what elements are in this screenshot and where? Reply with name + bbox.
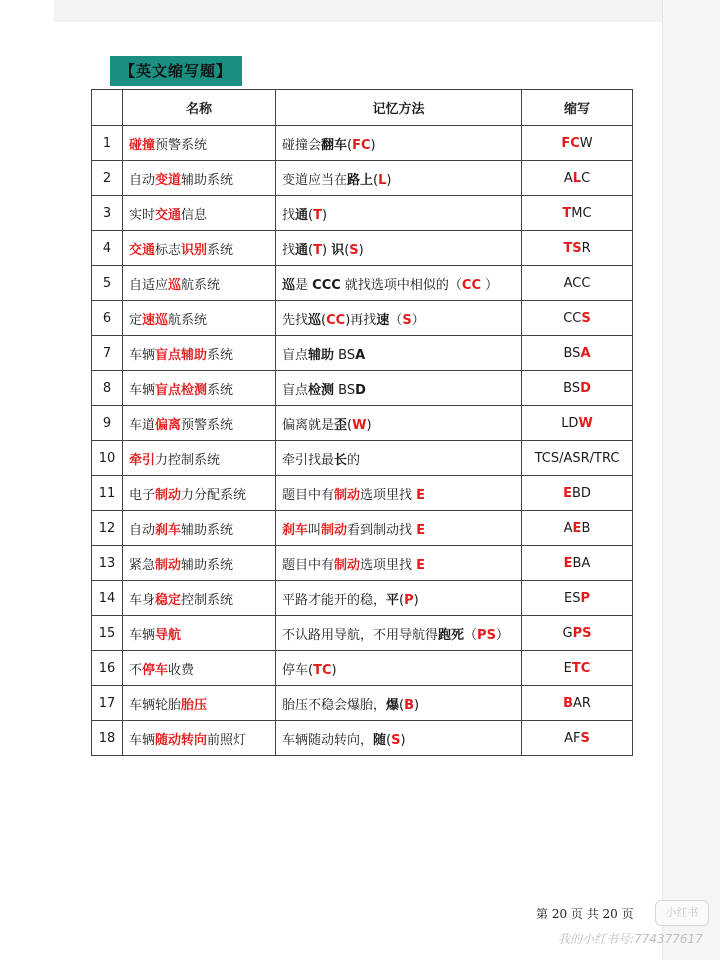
plain-text: LD — [561, 415, 579, 431]
table-row — [92, 126, 633, 161]
plain-text: E — [563, 660, 572, 676]
plain-text: ） — [411, 312, 425, 328]
system-name-cell — [123, 371, 276, 406]
plain-text: ) — [321, 242, 332, 258]
highlight-text: S — [402, 312, 412, 328]
bold-text: A — [355, 347, 366, 363]
plain-text: B — [581, 520, 591, 536]
plain-text: ) — [366, 417, 372, 433]
plain-text: ) — [370, 137, 376, 153]
system-name-cell — [123, 686, 276, 721]
plain-text: 车辆 — [129, 382, 156, 398]
table-row — [92, 546, 633, 581]
highlight-text: 盲点检测 — [155, 382, 208, 398]
row-number: 12 — [92, 511, 123, 546]
system-name-cell — [123, 441, 276, 476]
row-number: 7 — [92, 336, 123, 371]
plain-text: 信息 — [181, 207, 208, 223]
bold-text: 识 — [331, 242, 345, 258]
bold-text: 翻车 — [321, 137, 348, 153]
highlight-text: 识别 — [181, 242, 208, 258]
system-name-cell — [123, 476, 276, 511]
plain-text: ( — [347, 417, 353, 433]
row-number: 17 — [92, 686, 123, 721]
row-number: 9 — [92, 406, 123, 441]
plain-text: C — [581, 170, 591, 186]
highlight-text: TC — [571, 660, 591, 676]
plain-text: BS — [334, 382, 356, 398]
row-number: 14 — [92, 581, 123, 616]
plain-text: ( — [373, 172, 379, 188]
highlight-text: 巡 — [168, 277, 182, 293]
plain-text: AR — [572, 695, 591, 711]
memory-method-cell — [276, 406, 522, 441]
abbreviation-cell — [522, 721, 633, 756]
top-paper-strip — [54, 0, 666, 22]
plain-text: G — [562, 625, 573, 641]
highlight-text: S — [581, 310, 591, 326]
highlight-text: T — [562, 205, 572, 221]
plain-text: 牵引找最 — [282, 452, 335, 468]
plain-text: ES — [564, 590, 581, 606]
abbreviation-cell — [522, 651, 633, 686]
plain-text: 辅助系统 — [181, 172, 234, 188]
plain-text: 偏离就是 — [282, 417, 335, 433]
highlight-text: E — [563, 555, 573, 571]
memory-method-cell — [276, 161, 522, 196]
plain-text: 预警系统 — [181, 417, 234, 433]
row-number: 11 — [92, 476, 123, 511]
highlight-text: 盲点辅助 — [155, 347, 208, 363]
plain-text: 前照灯 — [207, 732, 247, 748]
highlight-text: 随动转向 — [155, 732, 208, 748]
plain-text: ) — [321, 207, 328, 223]
plain-text: 的 — [347, 452, 361, 468]
highlight-text: A — [580, 345, 591, 361]
highlight-text: S — [391, 732, 401, 748]
table-row — [92, 371, 633, 406]
abbreviation-cell — [522, 686, 633, 721]
highlight-text: 制动 — [334, 487, 361, 503]
bold-text: 爆 — [386, 697, 400, 713]
plain-text: 控制系统 — [181, 592, 234, 608]
plain-text: ( — [344, 242, 350, 258]
system-name-cell — [123, 651, 276, 686]
plain-text: 电子 — [129, 487, 156, 503]
plain-text: R — [581, 240, 591, 256]
highlight-text: CC — [326, 312, 346, 328]
bold-text: 巡 — [308, 312, 322, 328]
bold-text: 平 — [386, 592, 400, 608]
memory-method-cell — [276, 336, 522, 371]
table-row — [92, 651, 633, 686]
plain-text: ( — [399, 697, 405, 713]
highlight-text: 变道 — [155, 172, 182, 188]
highlight-text: E — [416, 487, 426, 503]
abbreviation-cell — [522, 371, 633, 406]
abbreviation-cell — [522, 336, 633, 371]
plain-text: 停车( — [282, 662, 314, 678]
memory-method-cell — [276, 686, 522, 721]
abbreviation-cell — [522, 581, 633, 616]
highlight-text: P — [404, 592, 414, 608]
row-number: 8 — [92, 371, 123, 406]
plain-text: ( — [321, 312, 327, 328]
bold-text: 路上 — [347, 172, 374, 188]
plain-text: 车身 — [129, 592, 156, 608]
memory-method-cell — [276, 546, 522, 581]
highlight-text: 导航 — [155, 627, 182, 643]
system-name-cell — [123, 266, 276, 301]
highlight-text: T — [313, 242, 322, 258]
bold-text: 巡 — [282, 277, 296, 293]
plain-text: 不 — [129, 662, 143, 678]
highlight-text: E — [572, 520, 582, 536]
bold-text: 跑死 — [438, 627, 465, 643]
plain-text: ) — [386, 172, 392, 188]
row-number: 16 — [92, 651, 123, 686]
highlight-text: T — [313, 207, 322, 223]
plain-text: 辅助系统 — [181, 557, 234, 573]
highlight-text: B — [404, 697, 415, 713]
table-row — [92, 406, 633, 441]
plain-text: 定 — [129, 312, 143, 328]
table-row — [92, 686, 633, 721]
plain-text: BD — [571, 485, 591, 501]
highlight-text: W — [352, 417, 367, 433]
highlight-text: PS — [477, 627, 496, 643]
highlight-text: W — [578, 415, 593, 431]
plain-text: 自适应 — [129, 277, 169, 293]
plain-text: 系统 — [207, 347, 234, 363]
bold-text: D — [355, 382, 366, 398]
highlight-text: 停车 — [142, 662, 169, 678]
plain-text: 选项里找 — [360, 487, 417, 503]
plain-text: 力分配系统 — [181, 487, 247, 503]
plain-text: W — [579, 135, 593, 151]
highlight-text: TC — [313, 662, 332, 678]
memory-method-cell — [276, 126, 522, 161]
plain-text: ) — [400, 732, 406, 748]
plain-text: BS — [334, 347, 356, 363]
abbreviation-cell — [522, 511, 633, 546]
plain-text: CC — [563, 310, 582, 326]
table-row — [92, 581, 633, 616]
bold-text: 速 — [376, 312, 390, 328]
plain-text: ) — [358, 242, 364, 258]
system-name-cell — [123, 336, 276, 371]
highlight-text: 交通 — [155, 207, 182, 223]
abbreviation-cell — [522, 231, 633, 266]
plain-text: ( — [386, 732, 392, 748]
plain-text: )再找 — [345, 312, 377, 328]
section-title: 【英文缩写题】 — [110, 56, 242, 86]
system-name-cell — [123, 581, 276, 616]
memory-method-cell — [276, 581, 522, 616]
plain-text: 航系统 — [168, 312, 208, 328]
plain-text: （ — [464, 627, 478, 643]
header-name: 名称 — [123, 90, 276, 126]
abbreviation-cell — [522, 476, 633, 511]
row-number: 1 — [92, 126, 123, 161]
plain-text: BA — [572, 555, 591, 571]
system-name-cell — [123, 546, 276, 581]
plain-text: 收费 — [168, 662, 195, 678]
table-row — [92, 441, 633, 476]
highlight-text: PS — [572, 625, 592, 641]
memory-method-cell — [276, 196, 522, 231]
header-memo: 记忆方法 — [276, 90, 522, 126]
header-index — [92, 90, 123, 126]
row-number: 2 — [92, 161, 123, 196]
plain-text: 叫 — [308, 522, 322, 538]
plain-text: AF — [564, 730, 581, 746]
bold-text: 通 — [295, 207, 309, 223]
abbreviation-cell — [522, 126, 633, 161]
abbreviation-cell — [522, 406, 633, 441]
plain-text: 题目中有 — [282, 557, 335, 573]
highlight-text: 制动 — [155, 557, 182, 573]
row-number: 18 — [92, 721, 123, 756]
highlight-text: 刹车 — [282, 522, 309, 538]
memory-method-cell — [276, 371, 522, 406]
page-number: 第 20 页 共 20 页 — [536, 907, 634, 921]
plain-text: 盲点 — [282, 347, 309, 363]
right-page-edge — [662, 0, 720, 960]
header-abbr: 缩写 — [522, 90, 633, 126]
row-number: 3 — [92, 196, 123, 231]
highlight-text: E — [563, 485, 572, 501]
highlight-text: E — [416, 557, 426, 573]
memory-method-cell — [276, 476, 522, 511]
highlight-text: CC — [461, 277, 482, 293]
plain-text: 车道 — [129, 417, 156, 433]
table-row — [92, 231, 633, 266]
plain-text: 车辆随动转向， — [282, 732, 374, 748]
plain-text: 平路才能开的稳， — [282, 592, 387, 608]
abbreviation-cell — [522, 301, 633, 336]
highlight-text: 制动 — [321, 522, 348, 538]
highlight-text: 速巡 — [142, 312, 169, 328]
highlight-text: S — [580, 730, 590, 746]
bold-text: 歪 — [334, 417, 348, 433]
plain-text: 车辆 — [129, 627, 156, 643]
row-number: 13 — [92, 546, 123, 581]
plain-text: TCS/ASR/TRC — [534, 450, 620, 466]
table-row — [92, 511, 633, 546]
memory-method-cell — [276, 266, 522, 301]
table-row — [92, 266, 633, 301]
memory-method-cell — [276, 441, 522, 476]
system-name-cell — [123, 126, 276, 161]
highlight-text: TS — [563, 240, 582, 256]
table-row — [92, 476, 633, 511]
plain-text: ) — [331, 662, 337, 678]
plain-text: 车辆 — [129, 347, 156, 363]
plain-text: 不认路用导航，不用导航得 — [282, 627, 439, 643]
plain-text: BS — [563, 380, 581, 396]
plain-text: ( — [347, 137, 353, 153]
plain-text: 自动 — [129, 172, 156, 188]
highlight-text: FC — [561, 135, 580, 151]
plain-text: 题目中有 — [282, 487, 335, 503]
table-header-row — [92, 90, 633, 126]
plain-text: 就找选项中相似的（ — [340, 277, 462, 293]
xiaohongshu-logo: 小红书 — [655, 900, 709, 926]
system-name-cell — [123, 406, 276, 441]
abbreviation-cell — [522, 546, 633, 581]
table-row — [92, 301, 633, 336]
plain-text: ACC — [563, 275, 591, 291]
table-row — [92, 196, 633, 231]
abbreviation-cell — [522, 266, 633, 301]
plain-text: 辅助系统 — [181, 522, 234, 538]
highlight-text: D — [580, 380, 591, 396]
plain-text: ) — [414, 697, 420, 713]
bold-text: 辅助 — [308, 347, 335, 363]
plain-text: 航系统 — [181, 277, 221, 293]
watermark: 我的小红书号:774377617 — [558, 932, 703, 946]
plain-text: ) — [413, 592, 419, 608]
highlight-text: 刹车 — [155, 522, 182, 538]
memory-method-cell — [276, 616, 522, 651]
highlight-text: S — [349, 242, 359, 258]
system-name-cell — [123, 231, 276, 266]
highlight-text: 交通 — [129, 242, 156, 258]
plain-text: 系统 — [207, 242, 234, 258]
plain-text: 是 — [295, 277, 313, 293]
highlight-text: FC — [352, 137, 371, 153]
plain-text: 变道应当在 — [282, 172, 348, 188]
plain-text: 预警系统 — [155, 137, 208, 153]
table-row — [92, 721, 633, 756]
plain-text: 系统 — [207, 382, 234, 398]
bold-text: CCC — [312, 277, 341, 293]
highlight-text: 胎压 — [181, 697, 208, 713]
table-row — [92, 161, 633, 196]
system-name-cell — [123, 161, 276, 196]
table-body — [92, 126, 633, 756]
bold-text: 通 — [295, 242, 309, 258]
plain-text: A — [563, 170, 573, 186]
bold-text: 检测 — [308, 382, 335, 398]
abbreviation-cell — [522, 441, 633, 476]
highlight-text: 偏离 — [155, 417, 182, 433]
plain-text: 看到制动找 — [347, 522, 417, 538]
memory-method-cell — [276, 511, 522, 546]
highlight-text: 制动 — [334, 557, 361, 573]
abbreviation-cell — [522, 161, 633, 196]
highlight-text: L — [572, 170, 582, 186]
highlight-text: P — [580, 590, 590, 606]
abbreviation-cell — [522, 196, 633, 231]
plain-text: （ — [389, 312, 403, 328]
plain-text: 盲点 — [282, 382, 309, 398]
plain-text: 选项里找 — [360, 557, 417, 573]
plain-text: 力控制系统 — [155, 452, 221, 468]
row-number: 4 — [92, 231, 123, 266]
plain-text: ） — [481, 277, 499, 293]
highlight-text: 制动 — [155, 487, 182, 503]
bold-text: 随 — [373, 732, 387, 748]
highlight-text: 碰撞 — [129, 137, 156, 153]
system-name-cell — [123, 616, 276, 651]
highlight-text: E — [416, 522, 426, 538]
plain-text: BS — [563, 345, 581, 361]
highlight-text: B — [563, 695, 573, 711]
plain-text: 标志 — [155, 242, 182, 258]
bold-text: 长 — [334, 452, 348, 468]
row-number: 6 — [92, 301, 123, 336]
system-name-cell — [123, 721, 276, 756]
plain-text: 找 — [282, 242, 296, 258]
plain-text: ( — [399, 592, 405, 608]
plain-text: MC — [571, 205, 592, 221]
plain-text: 车辆轮胎 — [129, 697, 182, 713]
memory-method-cell — [276, 721, 522, 756]
highlight-text: L — [378, 172, 387, 188]
abbreviation-cell — [522, 616, 633, 651]
plain-text: 先找 — [282, 312, 309, 328]
memory-method-cell — [276, 651, 522, 686]
table-row — [92, 336, 633, 371]
highlight-text: 牵引 — [129, 452, 156, 468]
abbreviation-table — [91, 89, 633, 756]
row-number: 10 — [92, 441, 123, 476]
plain-text: ） — [495, 627, 509, 643]
plain-text: ( — [308, 207, 314, 223]
highlight-text: 稳定 — [155, 592, 182, 608]
table-row — [92, 616, 633, 651]
system-name-cell — [123, 301, 276, 336]
plain-text: 碰撞会 — [282, 137, 322, 153]
system-name-cell — [123, 511, 276, 546]
plain-text: 胎压不稳会爆胎， — [282, 697, 387, 713]
plain-text: ( — [308, 242, 314, 258]
plain-text: 车辆 — [129, 732, 156, 748]
memory-method-cell — [276, 301, 522, 336]
plain-text: 找 — [282, 207, 296, 223]
plain-text: 实时 — [129, 207, 156, 223]
row-number: 5 — [92, 266, 123, 301]
row-number: 15 — [92, 616, 123, 651]
plain-text: A — [563, 520, 573, 536]
plain-text: 自动 — [129, 522, 156, 538]
memory-method-cell — [276, 231, 522, 266]
plain-text: 紧急 — [129, 557, 156, 573]
system-name-cell — [123, 196, 276, 231]
